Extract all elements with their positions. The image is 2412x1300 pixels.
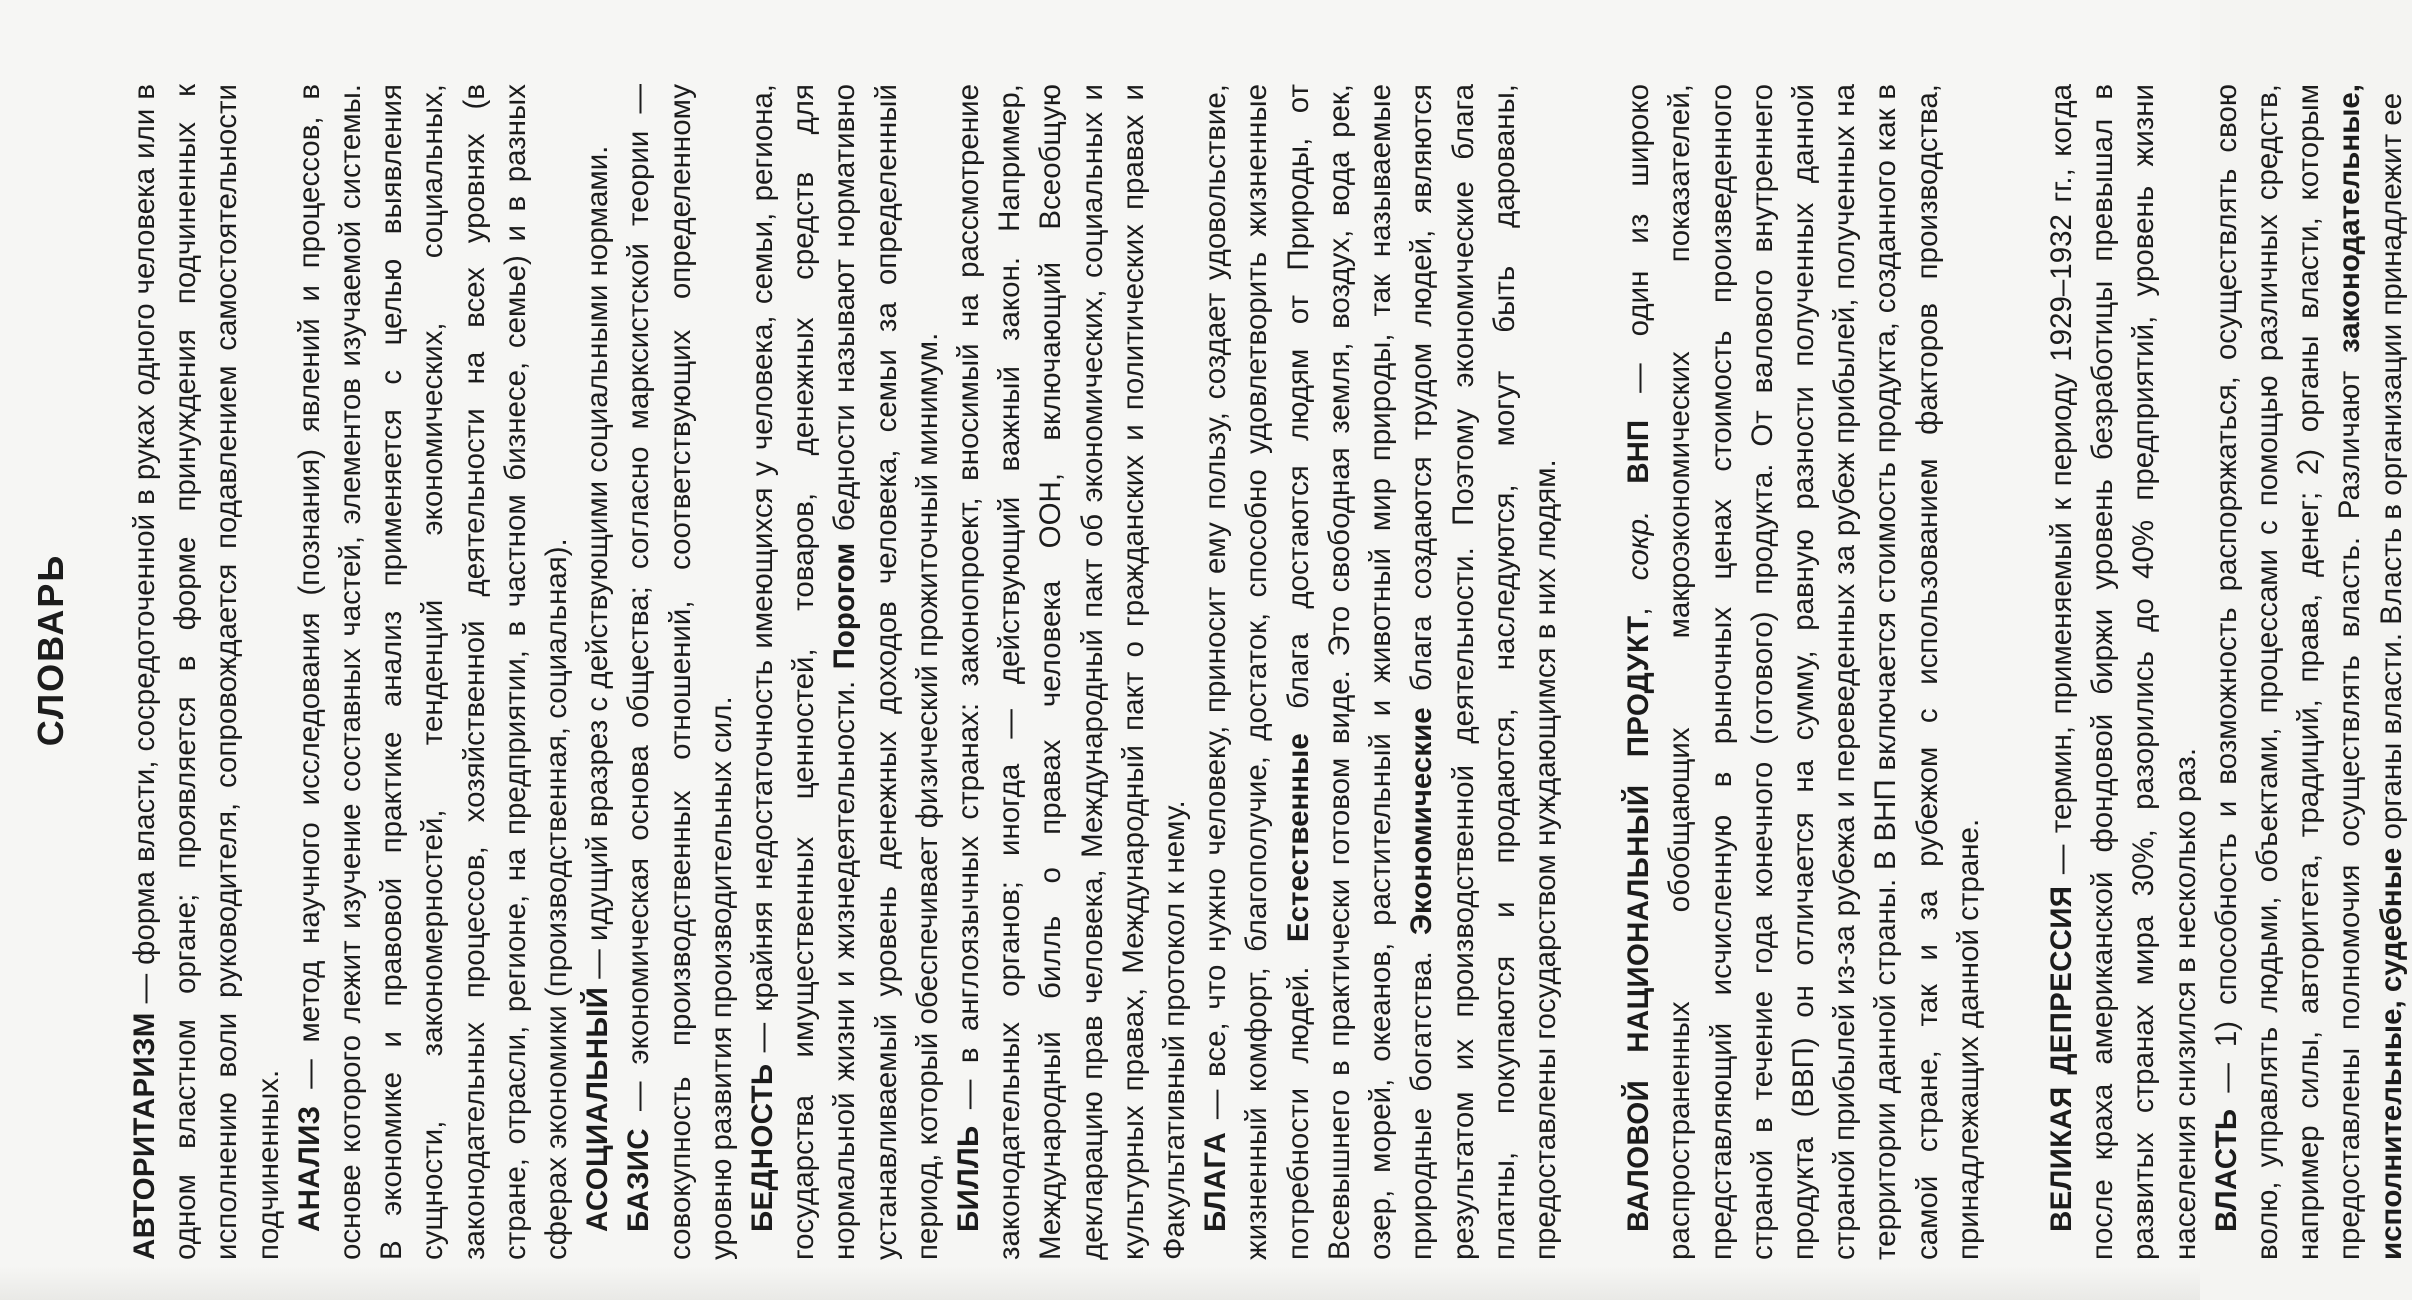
entry-term: БИЛЛЬ (952, 1125, 986, 1232)
entry-definition-text: блага достаются людям от Природы, от Всевышнего в практически готовом виде. Это свободная земля, воздух, вода рек, озер, морей, океанов, растительный и животный мир природы, так называемые природные богатства. (1281, 84, 1439, 1260)
entry-gap (1566, 84, 1618, 1260)
entry-term: БЛАГА (1199, 1131, 1233, 1232)
entry-emphasis: Экономические (1405, 707, 1439, 935)
entry-definition-text: — термин, применяемый к периоду 1929–1932 гг., когда после краха американской фондовой биржи уровень безработицы превышал в развитых странах мира 30%, разорились до 40% предприятий, уровень жизни населения снизился в несколько раз. (2044, 83, 2202, 1260)
dictionary-entry (577, 84, 618, 1260)
dictionary-entry (2041, 84, 2206, 1260)
entry-definition-text: — форма власти, сосредоточенной в руках одного человека или в одном властном органе; проявляется в форме принуждения подчиненных к исполнению воли руководителя, сопровождается подавлением самостоятельности подчиненных. (128, 84, 285, 1260)
entry-definition-text: — все, что нужно человеку, приносит ему пользу, создает удовольствие, жизненный комфорт, благополучие, достаток, способно удовлетворить жизненные потребности людей. (1199, 84, 1315, 1260)
dictionary-entry (2206, 84, 2412, 1260)
entry-definition-text: — один из широко распространенных обобщающих макроэкономических показателей, представляющий исчисленную в рыночных ценах стоимость произведенного страной в течение года конечного (готового) продукта. От валового внутреннего продукта (ВВП) он отличается на сумму, равную разности полученных данной страной прибылей из-за рубежа и переведенных за рубеж прибылей, полученных на территории данной страны. В ВНП включается стоимость продукта, созданного как в самой стране, так и за рубежом с использованием факторов производства, принадлежащих данной стране. (1622, 84, 1985, 1260)
dictionary-entry (124, 84, 289, 1260)
entry-definition-text: , (1622, 580, 1656, 616)
dictionary-entry (289, 84, 577, 1260)
entry-emphasis: ВНП (1622, 419, 1656, 484)
entry-definition-text: бедности называют нормативно устанавливаемый уровень денежных доходов человека, семьи за определенный период, который обеспечивает физический прожиточный минимум. (828, 84, 944, 1260)
entry-term: БЕДНОСТЬ (746, 1063, 780, 1232)
dictionary-entry (1195, 84, 1566, 1260)
entry-term: АСОЦИАЛЬНЫЙ (581, 986, 615, 1232)
entry-definition-text: органы власти. Власть в организации принадлежит ее (2374, 92, 2408, 848)
entry-term: ВЕЛИКАЯ ДЕПРЕССИЯ (2044, 885, 2078, 1232)
entry-abbreviation: сокр. (1622, 510, 1656, 581)
page-title: СЛОВАРЬ (30, 553, 71, 747)
entry-definition-text: — экономическая основа общества; согласно марксистской теории — совокупность производственных отношений, соответствующих определенному уровню развития производительных сил. (622, 84, 738, 1260)
dictionary-entry (618, 84, 742, 1260)
dictionary-entries (124, 84, 2412, 1260)
entry-definition-text: — в англоязычных странах: законопроект, вносимый на рассмотрение законодательных органов; иногда — действующий важный закон. Например, Международный билль о правах человека ООН, включающий Всеобщую декларацию прав человека, Международный пакт об экономических, социальных и культурных правах, Международный пакт о гражданских и политических правах и Факультативный протокол к нему. (952, 84, 1192, 1260)
entry-definition-text: блага создаются трудом людей, являются результатом их производственной деятельности. Поэтому экономические блага платны, покупаются и продаются, наследуются, могут быть дарованы, предоставлены государством нуждающимся в них людям. (1405, 84, 1562, 1260)
entry-term: ВАЛОВОЙ НАЦИОНАЛЬНЫЙ ПРОДУКТ (1622, 615, 1656, 1232)
entry-term: АВТОРИТАРИЗМ (128, 1012, 161, 1260)
entry-term: БАЗИС (622, 1128, 656, 1232)
entry-definition-text: — 1) способность и возможность распоряжаться, осуществлять свою волю, управлять людьми, объектами, процессами с помощью различных средств, например силы, авторитета, традиций, права, денег; 2) органы власти, которым предоставлены полномочия осуществлять власть. Различают (2209, 84, 2367, 1260)
entry-definition-text: — крайняя недостаточность имеющихся у человека, семьи, региона, государства имущественных ценностей, товаров, денежных средств для нормальной жизни и жизнедеятельности. (746, 84, 862, 1260)
dictionary-entry (1618, 84, 1989, 1260)
scan-edge-shadow (0, 1266, 2200, 1300)
dictionary-entry (742, 84, 948, 1260)
entry-definition-text: — метод научного исследования (познания) явлений и процессов, в основе которого лежит изучение составных частей, элементов изучаемой системы. В экономике и правовой практике анализ применяется с целью выявления сущности, закономерностей, тенденций экономических, социальных, законодательных процессов, хозяйственной деятельности на всех уровнях (в стране, отрасли, регионе, на предприятии, в частном бизнесе, семье) и в разных сферах экономики (производственная, социальная). (292, 84, 574, 1260)
entry-term: АНАЛИЗ (292, 1105, 326, 1232)
entry-gap (1989, 84, 2041, 1260)
dictionary-entry (948, 84, 1195, 1260)
entry-term: ВЛАСТЬ (2209, 1108, 2243, 1232)
entry-emphasis: Естественные (1281, 733, 1315, 943)
entry-definition-text: — идущий вразрез с действующими социальными нормами. (581, 145, 615, 987)
entry-emphasis: законодательные, исполнительные, судебные (2333, 84, 2408, 1260)
entry-emphasis: Порогом (828, 542, 862, 670)
entry-definition-text (1622, 484, 1655, 511)
